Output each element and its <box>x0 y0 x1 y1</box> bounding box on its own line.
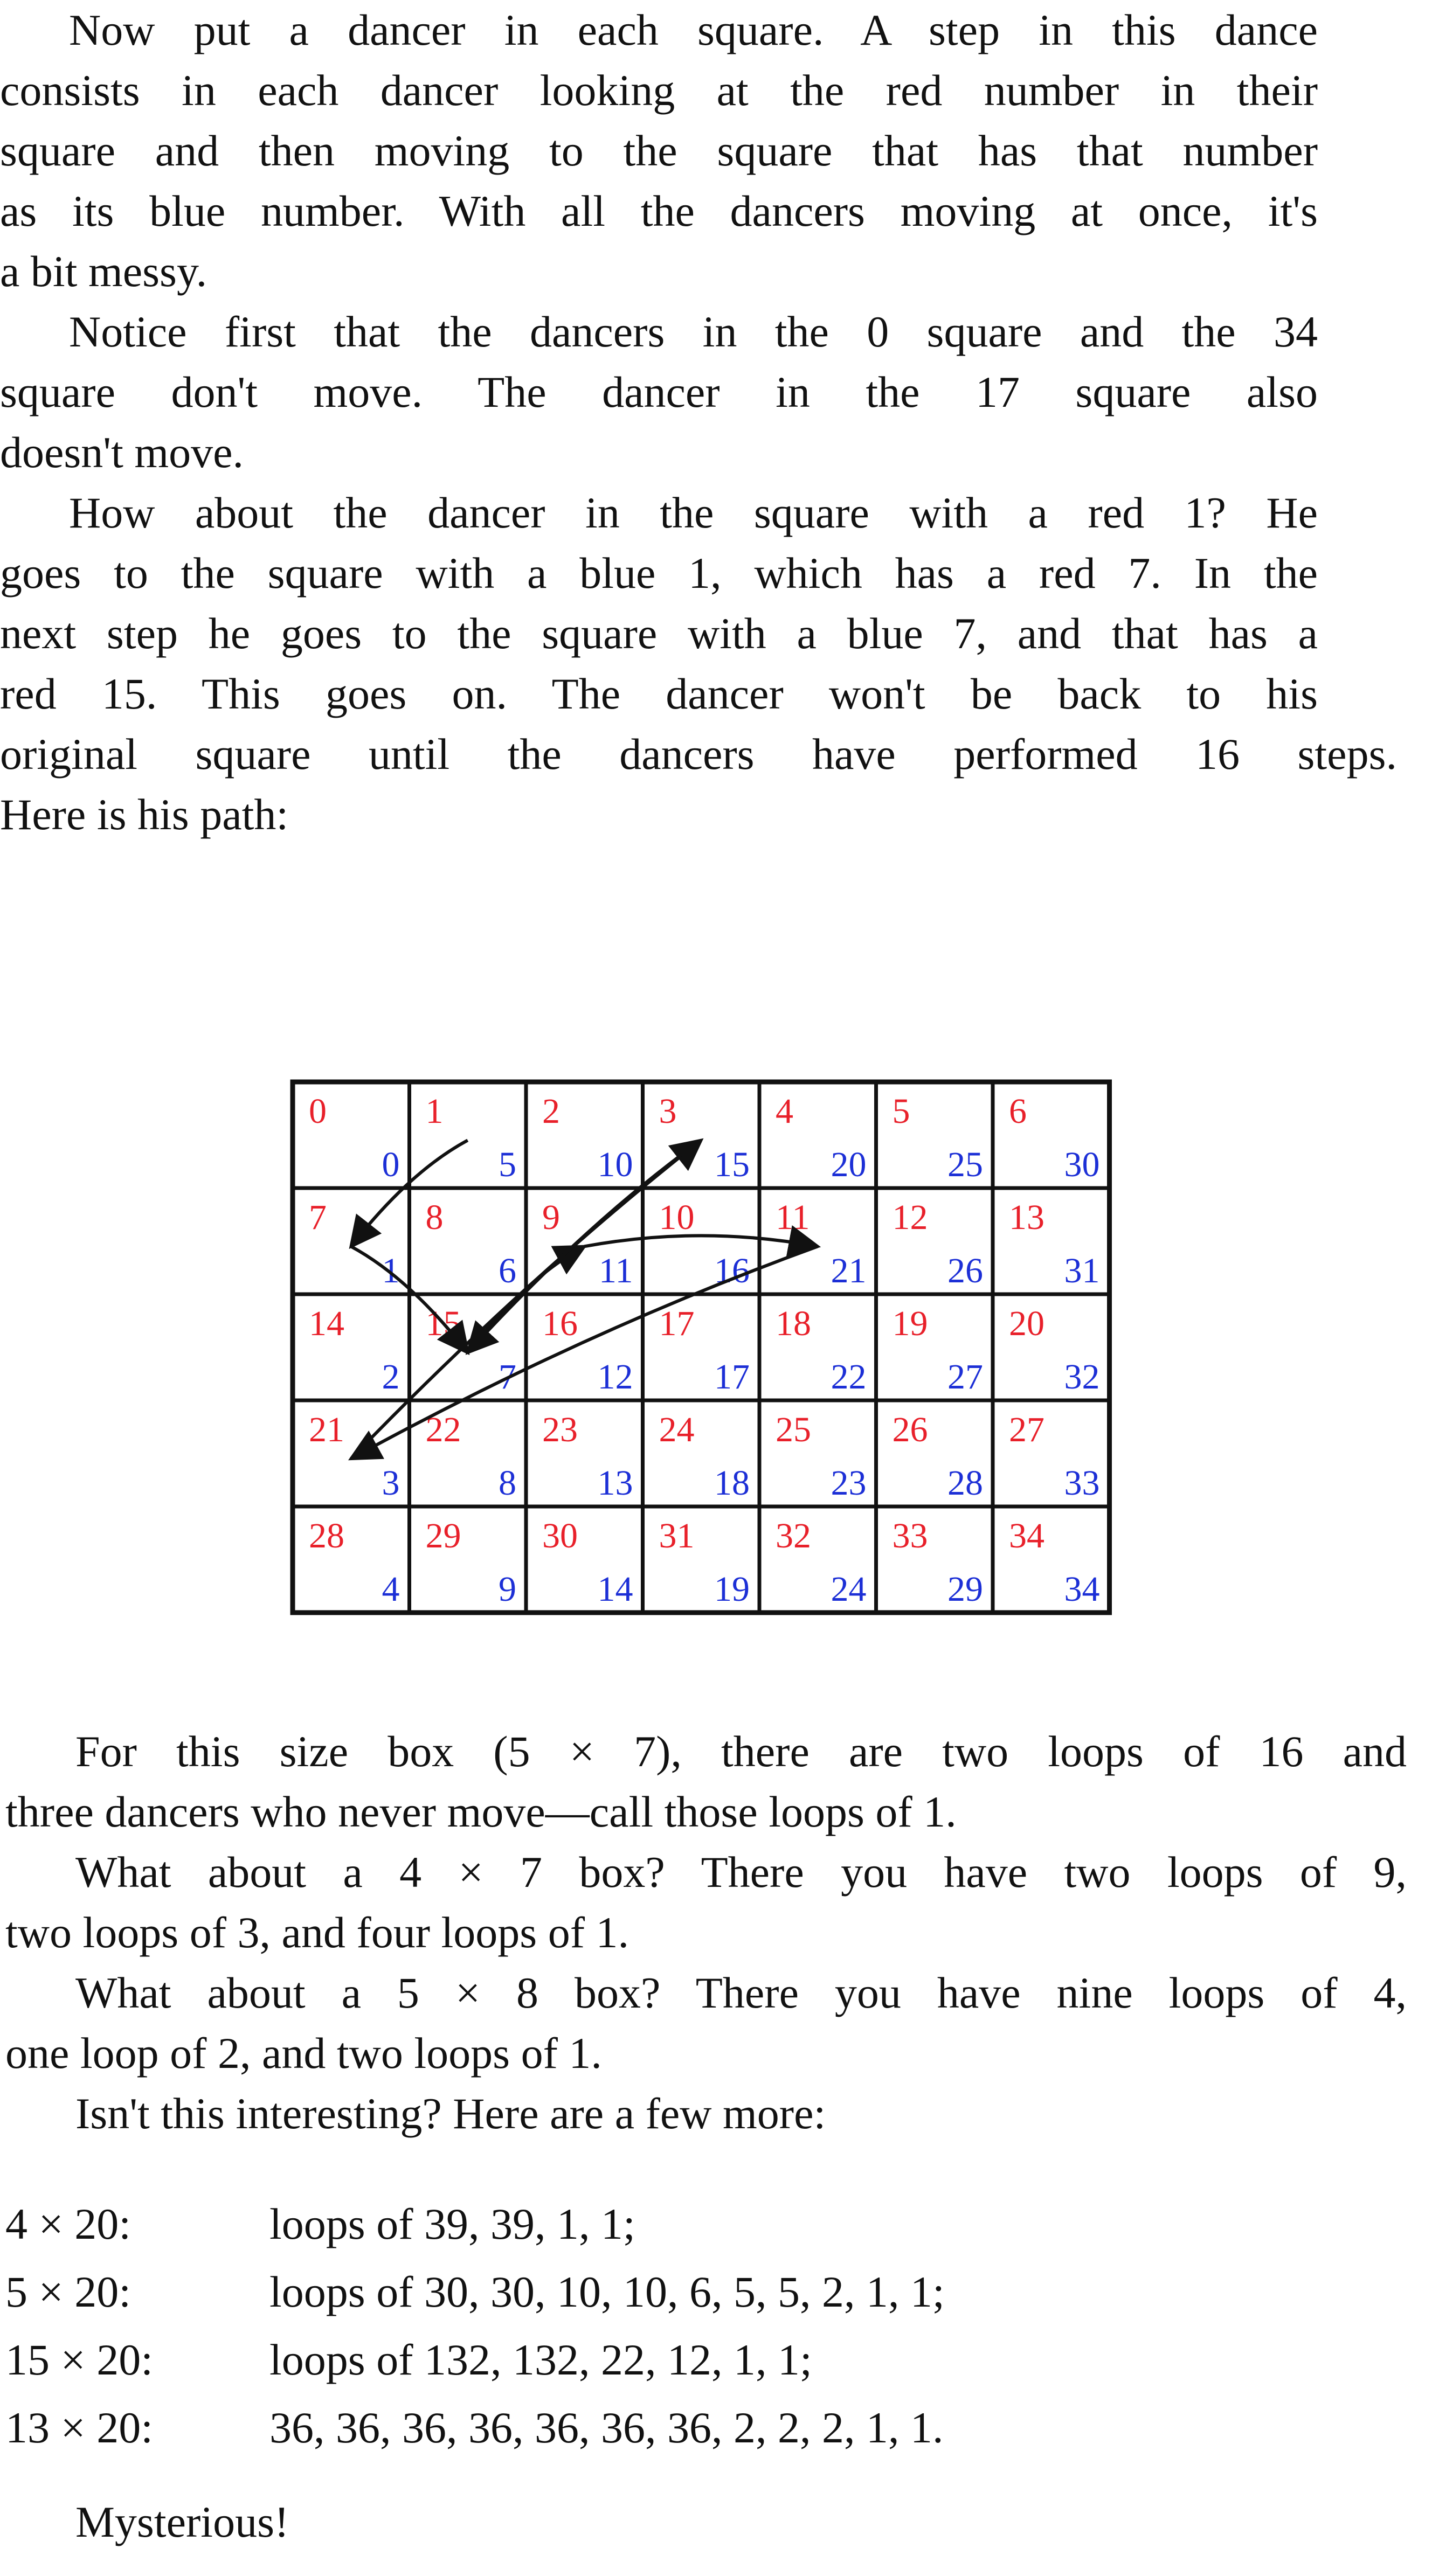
text-line: Here is his path: <box>0 790 289 839</box>
box-size: 4 × 20: <box>5 2199 132 2248</box>
red-number: 11 <box>776 1198 810 1237</box>
text-line: Notice first that the dancers in the 0 square and the 34 <box>69 307 1318 356</box>
text-line: How about the dancer in the square with a red 1? He <box>69 488 1318 537</box>
loops-table <box>5 2190 945 2462</box>
loop-list: loops of 39, 39, 1, 1; <box>269 2199 635 2248</box>
paragraph-4x7-result <box>5 1842 1407 1963</box>
red-number: 22 <box>425 1410 461 1449</box>
red-number: 15 <box>425 1304 461 1343</box>
blue-number: 12 <box>597 1357 633 1397</box>
grid-lines <box>293 1082 1110 1613</box>
blue-number: 15 <box>714 1145 750 1184</box>
blue-number: 6 <box>499 1251 516 1290</box>
blue-number: 11 <box>598 1251 633 1290</box>
blue-number: 10 <box>597 1145 633 1184</box>
red-number: 6 <box>1009 1092 1027 1131</box>
red-number: 33 <box>892 1516 928 1556</box>
closing-remark: Mysterious! <box>75 2497 289 2546</box>
red-number: 30 <box>542 1516 578 1556</box>
blue-number: 8 <box>499 1463 516 1503</box>
text-line: doesn't move. <box>0 428 244 477</box>
blue-number: 13 <box>597 1463 633 1503</box>
blue-number: 23 <box>831 1463 867 1503</box>
red-number: 19 <box>892 1304 928 1343</box>
red-number: 10 <box>659 1198 695 1237</box>
blue-number: 19 <box>714 1570 750 1609</box>
grid-frame <box>293 1082 1110 1613</box>
paragraph-5x7-result <box>5 1721 1407 1842</box>
red-number: 25 <box>776 1410 811 1449</box>
red-number: 21 <box>309 1410 344 1449</box>
blue-number: 17 <box>714 1357 750 1397</box>
red-number: 14 <box>309 1304 344 1343</box>
text-line: Now put a dancer in each square. A step in this dance <box>69 5 1318 54</box>
red-number: 18 <box>776 1304 811 1343</box>
table-row <box>5 2258 945 2326</box>
blue-number: 3 <box>382 1463 400 1503</box>
table-row <box>5 2394 945 2462</box>
red-number: 9 <box>542 1198 560 1237</box>
blue-number: 7 <box>499 1357 516 1397</box>
blue-number: 16 <box>714 1251 750 1290</box>
blue-number: 30 <box>1064 1145 1100 1184</box>
text-line: For this size box (5 × 7), there are two loops of 16 and <box>75 1727 1407 1776</box>
text-line: consists in each dancer looking at the red number in their <box>0 66 1318 115</box>
table-row <box>5 2326 945 2394</box>
text-line: one loop of 2, and two loops of 1. <box>5 2029 602 2078</box>
blue-number: 18 <box>714 1463 750 1503</box>
text-line: Isn't this interesting? Here are a few more: <box>75 2089 826 2138</box>
text-line: square and then moving to the square that has that number <box>0 126 1318 175</box>
red-number: 16 <box>542 1304 578 1343</box>
blue-number: 5 <box>499 1145 516 1184</box>
red-number: 1 <box>425 1092 444 1131</box>
text-line: goes to the square with a blue 1, which has a red 7. In the <box>0 548 1318 598</box>
blue-number: 20 <box>831 1145 867 1184</box>
red-number: 17 <box>659 1304 695 1343</box>
paragraph-few-more <box>5 2084 1407 2144</box>
blue-number: 21 <box>831 1251 867 1290</box>
red-number: 32 <box>776 1516 811 1556</box>
red-number: 24 <box>659 1410 695 1449</box>
red-number: 13 <box>1009 1198 1044 1237</box>
blue-number: 9 <box>499 1570 516 1609</box>
loop-list: 36, 36, 36, 36, 36, 36, 36, 2, 2, 2, 1, 1. <box>269 2403 944 2452</box>
text-line: What about a 4 × 7 box? There you have two loops of 9, <box>75 1848 1407 1897</box>
blue-number: 34 <box>1064 1570 1100 1609</box>
blue-number: 24 <box>831 1570 867 1609</box>
text-line: next step he goes to the square with a blue 7, and that has a <box>0 609 1318 658</box>
blue-number: 14 <box>597 1570 633 1609</box>
blue-number: 32 <box>1064 1357 1100 1397</box>
red-number: 27 <box>1009 1410 1044 1449</box>
blue-number: 4 <box>382 1570 400 1609</box>
text-line: three dancers who never move—call those loops of 1. <box>5 1787 957 1836</box>
text-line: as its blue number. With all the dancers moving at once, it's <box>0 186 1318 235</box>
text-line: a bit messy. <box>0 247 207 296</box>
blue-number: 26 <box>947 1251 983 1290</box>
red-number: 23 <box>542 1410 578 1449</box>
red-number: 8 <box>425 1198 444 1237</box>
box-size: 15 × 20: <box>5 2335 154 2384</box>
box-size: 5 × 20: <box>5 2267 132 2316</box>
red-number: 4 <box>776 1092 793 1131</box>
blue-number: 22 <box>831 1357 867 1397</box>
lower-text-block <box>5 1721 1407 2144</box>
text-line: original square until the dancers have performed 16 steps. <box>0 730 1397 779</box>
red-number: 26 <box>892 1410 928 1449</box>
loop-list: loops of 30, 30, 10, 10, 6, 5, 5, 2, 1, 1; <box>269 2267 945 2316</box>
red-number: 29 <box>425 1516 461 1556</box>
text-line: What about a 5 × 8 box? There you have nine loops of 4, <box>75 1968 1407 2017</box>
blue-number: 0 <box>382 1145 400 1184</box>
blue-number: 28 <box>947 1463 983 1503</box>
red-number: 28 <box>309 1516 344 1556</box>
red-number: 34 <box>1009 1516 1044 1556</box>
blue-number: 2 <box>382 1357 400 1397</box>
table-row <box>5 2190 945 2258</box>
box-size: 13 × 20: <box>5 2403 154 2452</box>
path-arrow <box>584 1235 818 1246</box>
red-number: 7 <box>309 1198 327 1237</box>
red-number: 20 <box>1009 1304 1044 1343</box>
red-number: 12 <box>892 1198 928 1237</box>
red-number: 3 <box>659 1092 677 1131</box>
blue-number: 31 <box>1064 1251 1100 1290</box>
blue-number: 1 <box>382 1251 400 1290</box>
blue-number: 27 <box>947 1357 983 1397</box>
blue-number: 33 <box>1064 1463 1100 1503</box>
text-line: two loops of 3, and four loops of 1. <box>5 1908 629 1957</box>
text-line: square don't move. The dancer in the 17 square also <box>0 367 1318 416</box>
blue-number: 29 <box>947 1570 983 1609</box>
paragraph-5x8-result <box>5 1963 1407 2084</box>
loop-list: loops of 132, 132, 22, 12, 1, 1; <box>269 2335 812 2384</box>
red-number: 2 <box>542 1092 560 1131</box>
red-number: 31 <box>659 1516 695 1556</box>
text-line: red 15. This goes on. The dancer won't be back to his <box>0 669 1318 718</box>
blue-number: 25 <box>947 1145 983 1184</box>
red-number: 5 <box>892 1092 910 1131</box>
red-number: 0 <box>309 1092 327 1131</box>
